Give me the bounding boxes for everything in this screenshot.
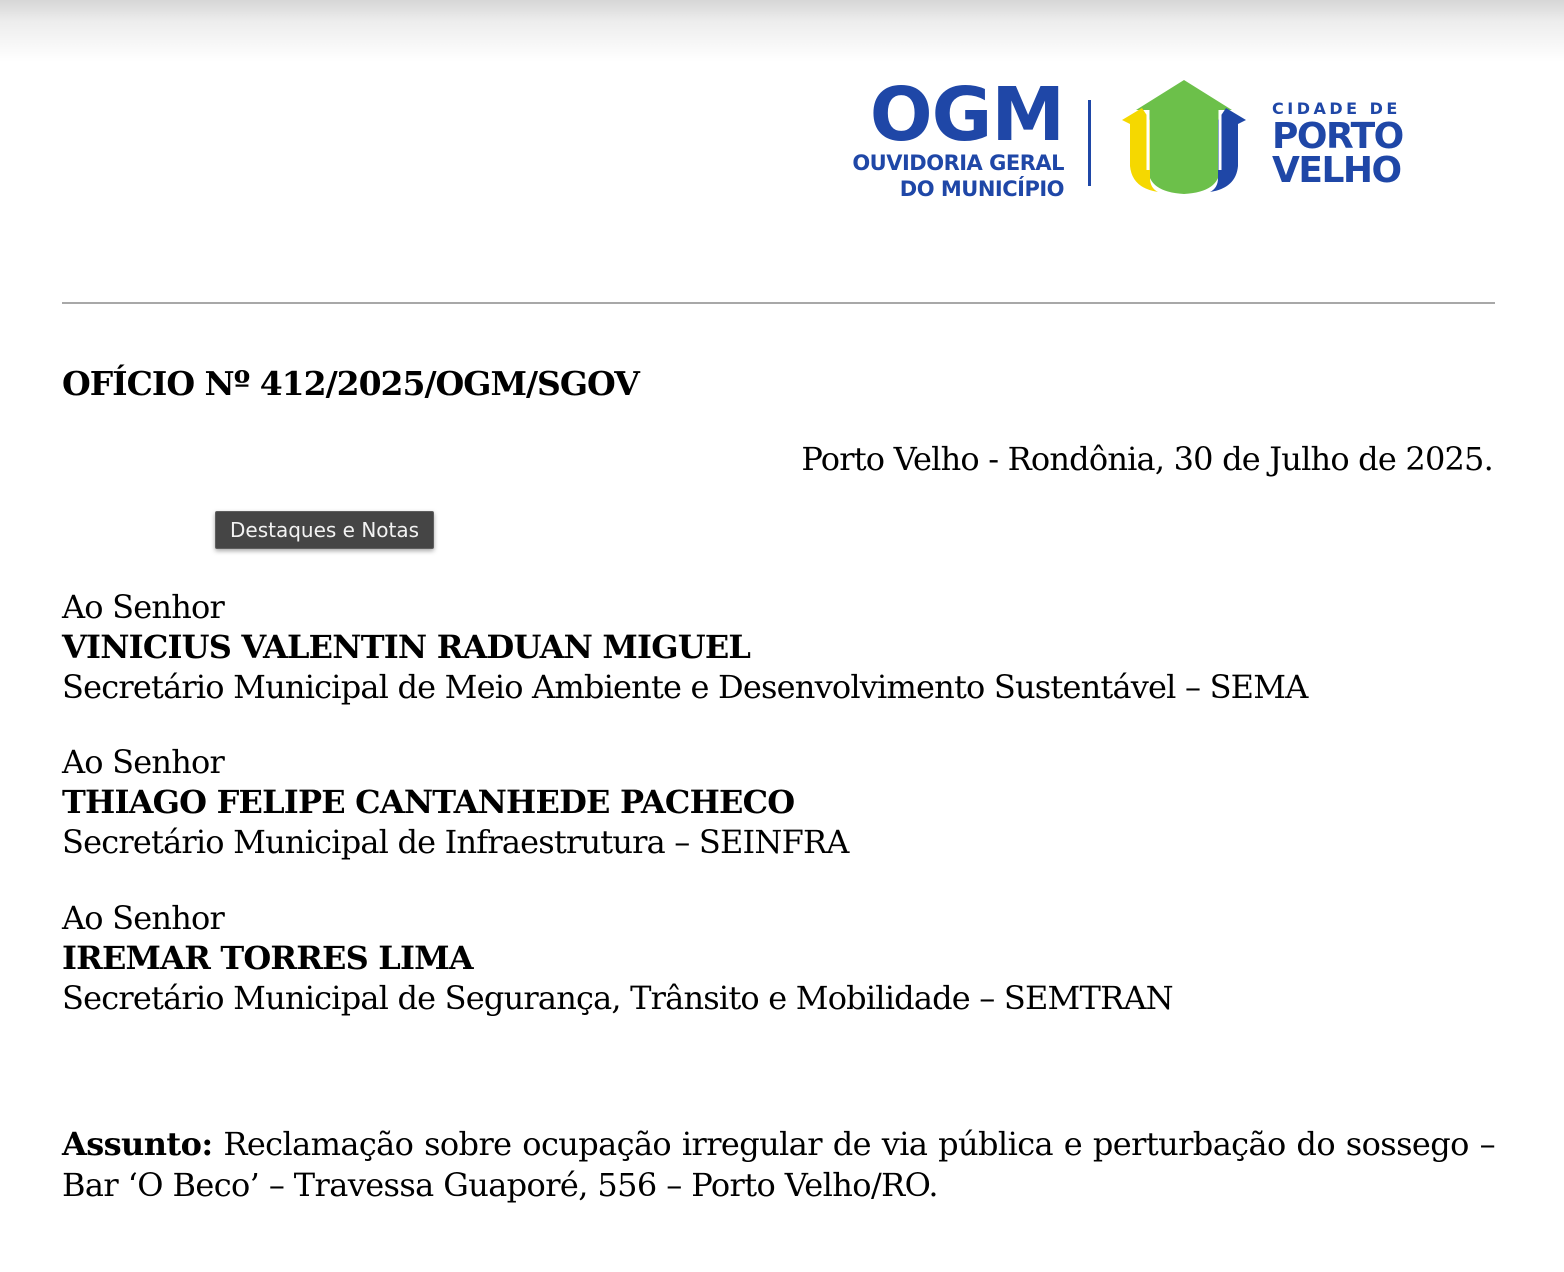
porto-velho-logo-line1: PORTO: [1272, 116, 1403, 157]
porto-velho-logo-line2: VELHO: [1272, 150, 1401, 191]
addressee-name: VINICIUS VALENTIN RADUAN MIGUEL: [62, 628, 751, 666]
addressee-salutation: Ao Senhor: [62, 743, 224, 781]
addressee-salutation: Ao Senhor: [62, 899, 224, 937]
addressee-salutation: Ao Senhor: [62, 588, 224, 626]
subject-label: Assunto:: [62, 1125, 213, 1163]
ogm-logo-acronym: OGM: [869, 72, 1064, 158]
document-date: Porto Velho - Rondônia, 30 de Julho de 2025.: [801, 440, 1493, 478]
header-divider: [62, 302, 1495, 304]
ogm-logo-line1: OUVIDORIA GERAL: [852, 151, 1064, 175]
addressee-name: IREMAR TORRES LIMA: [62, 939, 473, 977]
addressee-name: THIAGO FELIPE CANTANHEDE PACHECO: [62, 783, 795, 821]
logo-divider: [1088, 100, 1091, 186]
porto-velho-emblem-icon: [1120, 80, 1248, 198]
ogm-logo-line2: DO MUNICÍPIO: [899, 177, 1064, 201]
addressee-role: Secretário Municipal de Meio Ambiente e Desenvolvimento Sustentável – SEMA: [62, 668, 1308, 706]
subject-paragraph: [62, 1124, 1495, 1206]
addressee-block: [62, 742, 849, 862]
ogm-logo: [832, 72, 1064, 202]
subject-text: Reclamação sobre ocupação irregular de via pública e perturbação do sossego – Bar ‘O Beco’ – Travessa Guaporé, 556 – Porto Velho/RO.: [62, 1125, 1495, 1204]
highlights-notes-tooltip[interactable]: Destaques e Notas: [215, 511, 434, 549]
porto-velho-logo-top: CIDADE DE: [1272, 99, 1401, 118]
addressee-block: [62, 587, 1308, 707]
porto-velho-logo: [1272, 98, 1403, 191]
addressee-role: Secretário Municipal de Infraestrutura – SEINFRA: [62, 823, 849, 861]
addressee-role: Secretário Municipal de Segurança, Trânsito e Mobilidade – SEMTRAN: [62, 979, 1173, 1017]
addressee-block: [62, 898, 1173, 1018]
top-edge-shadow: [0, 0, 1564, 62]
document-title: OFÍCIO Nº 412/2025/OGM/SGOV: [62, 364, 639, 403]
